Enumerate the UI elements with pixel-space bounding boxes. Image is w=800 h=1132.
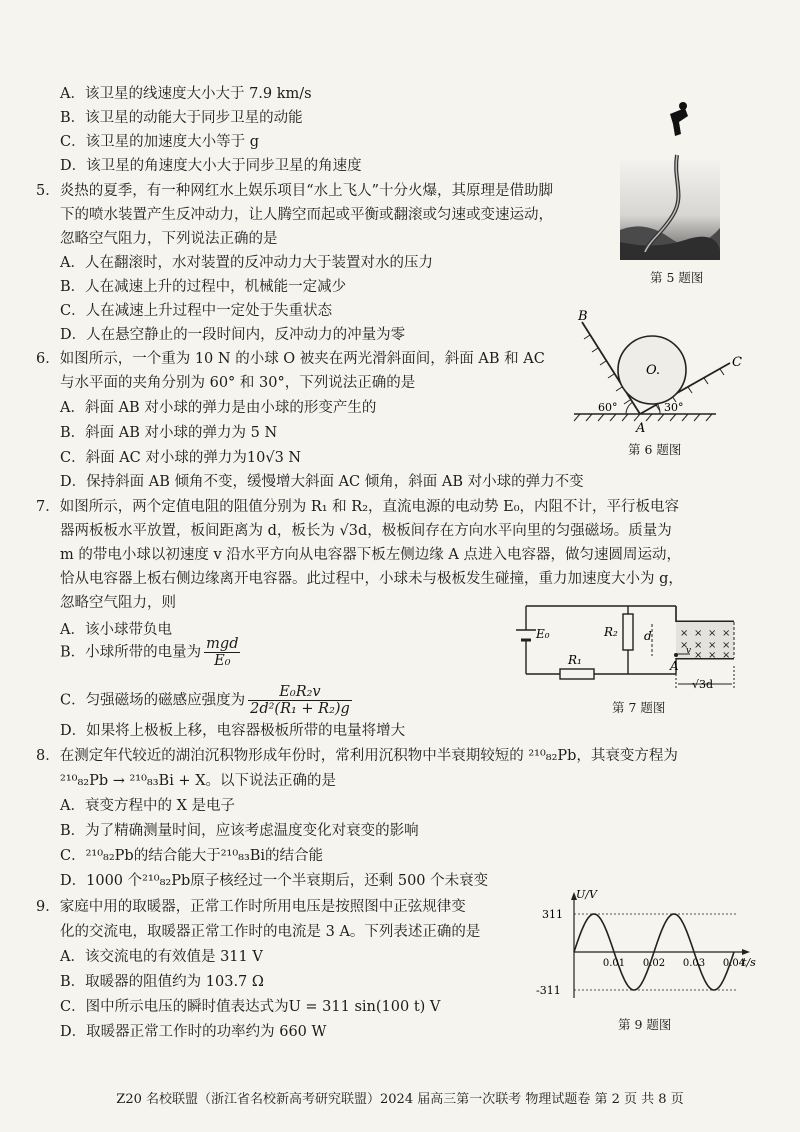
- x-tick-label: 0.01: [602, 958, 626, 969]
- q5-option-a: A．人在翻滚时，水对装置的反冲动力大于装置对水的压力: [60, 255, 433, 271]
- label-30-degree: 30°: [664, 401, 684, 414]
- q8-option-a: A．衰变方程中的 X 是电子: [60, 798, 236, 814]
- q8-option-b: B．为了精确测量时间，应该考虑温度变化对衰变的影响: [60, 823, 419, 839]
- q7-option-c-denominator: 2d²(R₁ + R₂)g: [250, 701, 350, 717]
- q7-stem-line-1: 7．如图所示，两个定值电阻的阻值分别为 R₁ 和 R₂，直流电源的电动势 E₀，内阻不计，平行板电容: [36, 499, 680, 515]
- svg-text:×: ×: [694, 628, 703, 639]
- q7-option-b-numerator: mgd: [206, 636, 239, 652]
- q9-stem-line-1: 9．家庭中用的取暖器，正常工作时所用电压是按照图中正弦规律变: [36, 899, 466, 915]
- q9-figure-graph: [534, 886, 764, 1006]
- svg-text:×: ×: [708, 640, 717, 651]
- q5-option-c: C．人在减速上升过程中一定处于失重状态: [60, 303, 333, 319]
- q7-stem-line-2: 器两板板水平放置，板间距离为 d，板长为 √3d，极板间存在方向水平向里的匀强磁场。质量为: [60, 523, 672, 539]
- x-tick-label: 0.04: [722, 958, 746, 969]
- q6-option-a: A．斜面 AB 对小球的弹力是由小球的形变产生的: [60, 400, 377, 416]
- q6-option-d: D．保持斜面 AB 倾角不变，缓慢增大斜面 AC 倾角，斜面 AB 对小球的弹力不变: [60, 474, 584, 490]
- q4-option-a: A．该卫星的线速度大小大于 7.9 km/s: [60, 86, 312, 102]
- ball-at-a: [674, 653, 678, 657]
- x-tick-label: 0.03: [682, 958, 706, 969]
- q6-option-b: B．斜面 AB 对小球的弹力为 5 N: [60, 425, 278, 441]
- q7-option-c: [60, 684, 355, 717]
- q7-figure-caption: 第 7 题图: [612, 700, 666, 715]
- q7-option-a: A．该小球带负电: [60, 622, 172, 638]
- q7-option-c-numerator: E₀R₂v: [248, 684, 352, 701]
- label-a-point: A: [670, 659, 679, 673]
- q8-option-c: C．²¹⁰₈₂Pb的结合能大于²¹⁰₈₃Bi的结合能: [60, 848, 324, 864]
- q4-option-c: C．该卫星的加速度大小等于 g: [60, 134, 259, 150]
- page-footer: Z20 名校联盟（浙江省名校新高考研究联盟）2024 届高三第一次联考 物理试题卷 第 2 页 共 8 页: [116, 1092, 684, 1107]
- svg-text:×: ×: [708, 628, 717, 639]
- q9-option-c: C．图中所示电压的瞬时值表达式为U = 311 sin(100 t) V: [60, 999, 441, 1015]
- y-axis-label: U/V: [576, 888, 597, 901]
- q8-option-d: D．1000 个²¹⁰₈₂Pb原子核经过一个半衰期后，还剩 500 个未衰变: [60, 873, 489, 889]
- q6-option-c: C．斜面 AC 对小球的弹力为10√3 N: [60, 450, 302, 466]
- q7-option-b-prefix: B．小球所带的电量为: [60, 644, 202, 661]
- ground-hatching: [574, 414, 712, 421]
- svg-text:×: ×: [722, 640, 731, 651]
- angle-arc-60: [626, 402, 633, 414]
- q8-stem-line-2: ²¹⁰₈₂Pb → ²¹⁰₈₃Bi + X。以下说法正确的是: [60, 773, 337, 789]
- q9-stem-line-2: 化的交流电，取暖器正常工作时的电流是 3 A。下列表述正确的是: [60, 924, 481, 940]
- q6-figure-caption: 第 6 题图: [628, 442, 682, 457]
- label-60-degree: 60°: [598, 401, 618, 414]
- x-axis-arrow-icon: [742, 949, 750, 955]
- label-length: √3d: [692, 678, 714, 691]
- label-a: A: [636, 421, 646, 436]
- svg-text:×: ×: [680, 640, 689, 651]
- q9-option-a: A．该交流电的有效值是 311 V: [60, 949, 263, 965]
- q7-option-c-fraction: [248, 684, 352, 717]
- q7-stem-line-4: 恰从电容器上板右侧边缘离开电容器。此过程中，小球未与极板发生碰撞，重力加速度大小为 g，: [60, 571, 683, 587]
- q7-stem-line-5: 忽略空气阻力，则: [60, 595, 176, 611]
- x-tick-label: 0.02: [642, 958, 666, 969]
- q5-stem-line-2: 下的喷水装置产生反冲动力，让人腾空而起或平衡或翻滚或匀速或变速运动，: [60, 207, 553, 223]
- q7-stem-line-3: m 的带电小球以初速度 v 沿水平方向从电容器下板左侧边缘 A 点进入电容器，做匀速圆周运动，: [60, 547, 681, 563]
- q6-stem-line-1: 6．如图所示，一个重为 10 N 的小球 O 被夹在两光滑斜面间，斜面 AB 和 AC: [36, 351, 545, 367]
- q4-option-b: B．该卫星的动能大于同步卫星的动能: [60, 110, 303, 126]
- label-r1: R₁: [568, 653, 582, 667]
- q9-option-d: D．取暖器正常工作时的功率约为 660 W: [60, 1024, 327, 1040]
- y-max-label: 311: [542, 908, 563, 921]
- q9-option-b: B．取暖器的阻值约为 103.7 Ω: [60, 974, 264, 990]
- label-v: v: [686, 646, 692, 656]
- resistor-r1: [560, 669, 594, 679]
- q7-option-b-denominator: E₀: [214, 653, 231, 669]
- q5-figure-photo: [615, 100, 725, 260]
- x-axis-label: t/s: [742, 956, 756, 969]
- q7-option-b-fraction: [204, 636, 240, 669]
- battery-e0: [516, 630, 536, 640]
- svg-text:×: ×: [694, 650, 703, 661]
- q8-stem-line-1: 8．在测定年代较近的湖泊沉积物形成年份时，常利用沉积物中半衰期较短的 ²¹⁰₈₂Pb，其衰变方程为: [36, 748, 678, 764]
- label-c: C: [732, 355, 742, 370]
- svg-text:×: ×: [694, 640, 703, 651]
- q5-stem-line-1: 5．炎热的夏季，有一种网红水上娱乐项目“水上飞人”十分火爆，其原理是借助脚: [36, 183, 554, 199]
- q5-option-b: B．人在减速上升的过程中，机械能一定减少: [60, 279, 347, 295]
- q5-figure-caption: 第 5 题图: [650, 270, 704, 285]
- q7-option-b: [60, 636, 243, 669]
- q7-option-d: D．如果将上极板上移，电容器极板所带的电量将增大: [60, 723, 406, 739]
- q9-figure-caption: 第 9 题图: [618, 1017, 672, 1032]
- q5-stem-line-3: 忽略空气阻力，下列说法正确的是: [60, 231, 278, 247]
- label-b: B: [578, 309, 588, 324]
- q5-option-d: D．人在悬空静止的一段时间内，反冲动力的冲量为零: [60, 327, 406, 343]
- svg-text:×: ×: [708, 650, 717, 661]
- label-d: d: [644, 629, 652, 643]
- q6-figure-inclines: [560, 308, 750, 438]
- q4-option-d: D．该卫星的角速度大小大于同步卫星的角速度: [60, 158, 362, 174]
- label-e0: E₀: [536, 627, 550, 641]
- q7-option-c-prefix: C．匀强磁场的磁感应强度为: [60, 692, 246, 709]
- label-r2: R₂: [604, 625, 618, 639]
- label-o: O.: [646, 363, 661, 378]
- y-min-label: -311: [536, 984, 561, 997]
- q7-figure-circuit: [512, 596, 752, 696]
- svg-text:×: ×: [722, 650, 731, 661]
- q6-stem-line-2: 与水平面的夹角分别为 60° 和 30°，下列说法正确的是: [60, 375, 416, 391]
- svg-text:×: ×: [680, 628, 689, 639]
- svg-text:×: ×: [722, 628, 731, 639]
